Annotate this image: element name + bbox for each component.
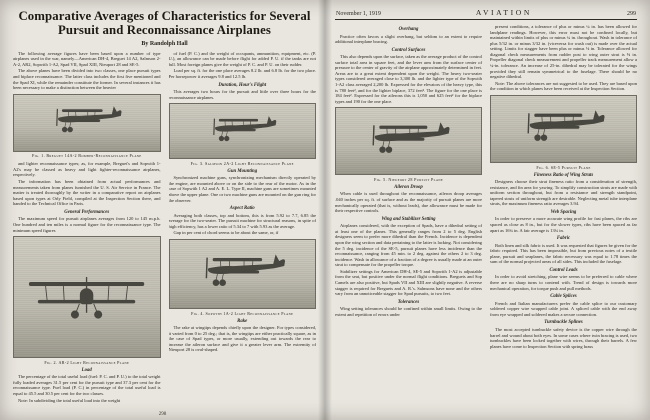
body-paragraph: present conditions, a tolerance of plus or minus ¼ in. has been allowed for landplane readings. However, this error must not be confined locally, but maintained within limits of plus or minus ¼ in. throughout. Wash in tolerance of plus 5/32 in. or minus 3/32 in. (viceversa for wash out) is made over the actual setting. Limits for stagger have been plus or minus ⅛ in. Tolerance allowed for diagonal check measurements from rudder post to wing outer strut is ⅜ in. Propeller diagonal check measurement and propeller track measurement allow a ¼-in. tolerance. An increase of 25-in. dihedral may be tolerated for the wings provided they still remain symmetrical to the fuselage. There should be no negative dihedral. [490,24,637,80]
body-paragraph: This averages two hours for the pursuit and little over three hours for the reconnaissance airplanes. [168,89,316,100]
right-page-columns [335,24,637,404]
body-paragraph: Wing setting tolerances should be confined within small limits. Owing to the extent and repetition of errors under [335,306,482,317]
article-byline: By Randolph Hall [141,40,188,47]
airplane-photo-sopwith [169,239,317,309]
section-heading-general-performances: General Performances [64,209,110,215]
section-heading-aspect-ratio: Aspect Ratio [229,206,255,212]
left-page-column-1 [13,51,161,403]
biplane-front-icon [24,252,149,343]
article-title-line1: Comparative Averages of Characteristics for Several [18,9,311,23]
section-heading-load: Load [81,367,92,373]
figure-2-caption: Fig. 2. AR-2 Light Reconnaissance Plane [44,359,130,365]
biplane-side-icon [180,248,305,300]
page-number-left: 298 [158,412,167,417]
section-heading-fabric: Fabric [556,236,571,242]
section-heading-cable-splices: Cable Splices [550,294,577,300]
article-title-line2: Pursuit and Reconnaissance Airplanes [58,23,271,38]
figure-2 [13,236,161,365]
figure-6 [490,95,637,170]
figure-4-caption: Fig. 4. Sopwith 1A-2 Light Reconnaissance Plane [191,310,294,316]
body-paragraph: The rake at wingtips depends chiefly upon the designer. For types considered, it varied from 0 to 25 deg.; that is, the wingtips are either practically square, as in the case of Spad types, or more usually, extending out towards the rear to increase the aileron surface and give it a greater lever arm. The extremity of Nieuport 28 is oval-shaped. [168,325,316,353]
page-right [325,0,650,420]
figure-1 [13,94,161,159]
figure-5-caption: Fig. 5. Nieuport 28 Pursuit Plane [373,176,444,182]
body-paragraph: In order to avoid stretching, plane wire seems to be preferred to cable where there are no sharp turns to contend with. Trend of design is towards more mechanical operation, for torque push and pull methods. [490,274,637,291]
body-paragraph: The information has been obtained from actual performances and measurements taken from planes furnished the U. S. Air Service in France. The matter is treated thoroughly by the writer in a comparative report on airplanes based upon types at Orly Field, compiled at the Inspection Section there, and handed to the Technical Office in Paris. [13,179,161,207]
section-heading-gun-mounting: Gun Mounting [227,168,258,174]
section-heading-control-leads: Control Leads [549,267,578,273]
figure-3-caption: Fig. 3. Salmson 2A-2 Light Reconnaissance Plane [190,160,294,166]
header-rule [335,19,637,20]
airplane-photo-salmson [169,103,317,159]
body-paragraph-note: Note: In subdividing the total useful load into the weight [18,397,121,403]
body-paragraph: This also depends upon the surface, taken as the average product of the control surface total area in square feet, and the lever arm from the surface center of pressure to the center of gravity of the airplane approximately determined in feet. Areas are to a great extent dependent upon the weight. The heavy two-seater types considered averaged close to 3,300 lb. and the lighter type of the Sopwith 1-A2 class averaged 2,200 lb. Expressed for the elevators of the heavy type, this is 780 feet², and for the lighter biplace, 372 feet². The figure for the one place is 184 feet². Expressed for the ailerons this is 1,050 and 625 feet² for the biplace types and 190 for the one place. [335,54,482,104]
body-paragraph: Both linen and silk fabric is used. It was requested that figures be given for the fabric required. This has been impossible, but from previous notes of a textile plane, pursuit and seaplanes, the fabric necessary was equal to 1.78 times the sum of the normal projected areas of all sides. This included the fuselage. [490,242,637,265]
biplane-side-icon [501,104,626,154]
body-paragraph: In order to preserve a more accurate wing profile for fast planes, the ribs are spaced as close as 8 in., but for the slower types, ribs have been spaced as far apart as 16¾ in. A fair average is 13¾ in. [490,216,637,233]
section-heading-duration: Duration, Hour's Flight [218,82,267,88]
section-heading-fineness-ratio: Fineness Ratio of Wing Struts [533,172,594,178]
section-heading-web-spacing: Web Spacing [550,209,577,215]
body-paragraph: Stabilizer settings for American DH-4, SE-5 and Sopwith 1-A2 is adjustable from the seat, but positive under the normal flight conditions. Breguets and Sop Camels are also positive, but Spads VII and XIII are slightly negative. A reverse stagger is required for Breguets and A. R.'s. Salmsons have none and the others vary from an unnoticeable stagger for Spad pursuits, to two feet. [335,268,482,297]
figure-4 [169,239,317,316]
body-paragraph-note: Note: The above tolerances are not suggested to be used. They are based upon the condition in which planes have been received at the Inspection Section. [490,80,637,92]
section-heading-aileron-droop: Aileron Droop [394,184,423,190]
airplane-photo-se5 [490,95,637,163]
body-paragraph: Practice often favors a slight overhang, but seldom to an extent to require additional interplane bracing. [335,33,482,45]
left-page-columns [13,51,316,403]
section-heading-overhang: Overhang [398,27,419,32]
journal-title: AVIATION [475,8,532,17]
left-page-column-2 [169,51,317,403]
body-paragraph: When cable is used throughout the reconnaissance, aileron droop averages .040 inches per sq. ft. of surface and as the majority of pursuit planes are more mechanically operated (that is, without leads), due allowance must be made for their respective controls. [335,191,482,214]
body-paragraph: French and Italian manufacturers prefer the cable splice to our customary soldered copper wire wrapped cable joint. A spliced cable with the end away from eye wrapped and soldered makes a secure connection. [490,300,637,317]
body-paragraph: The following average figures have been based upon a number of type airplanes used in the war, namely—American DH-4, Breguet 14 A2, Salmson 2-A-2, AR2, Sopwith 1-A2, Spad VII, Spad XIII, Nieuport 28 and SE-5. [13,50,161,67]
body-paragraph: Designers choose their strut fineness ratio from a consideration of strength, resistance, and fin area for yawing. To simplify construction struts are made with uniform section throughout, but from a resistance and strength standpoint, tapered struts of uniform strength are desirable. Neglecting metal tube interplane struts, the maximum fineness ratio averages 3.94. [490,179,637,207]
article-title [13,9,316,38]
figure-6-caption: Fig. 6. SE-5 Pursuit Plane [536,164,591,170]
body-paragraph: Airplanes considered, with the exception of Spads, have a dihedral setting of at least one of the planes. This generally ranges from 2 to 5 deg. English designers seem to prefer more dihedral than the French. Incidence is dependent upon the wing section and data pertaining to the latter is lacking. Not considering the 5 deg. incidence of the SE-5, pursuit planes have less incidence than the reconnaissance, ranging from 45 min. to 2 deg. against the others 2 to 3 deg. incidence. Wash in allowance of a fraction of a degree is usually made at an outer strut to compensate for the propeller torque. [335,223,482,268]
section-heading-wing-stabilizer: Wing and Stabilizer Setting [381,216,436,222]
journal-date: November 1, 1919 [336,11,381,17]
page-number-right: 299 [627,11,636,17]
body-paragraph: The percentage of the total useful load (fuel: P. C. and P. U.) to the total weight fully loaded averages 31.5 per cent for the pursuit type and 37.3 per cent for the reconnaissance type. Fuel load (P. C.) in percentage of the total useful load is equal to 45.5 and 30.5 per cent for the two classes. [13,374,161,396]
section-heading-control-surfaces: Control Surfaces [391,47,426,53]
figure-3 [169,103,317,166]
biplane-side-icon [180,111,305,152]
body-paragraph: Load per sq. ft. for the one place averages 8.2 lb. and 6.8 lb. for the two place. Per horsepower it averages 9.8 and 12.5 lb. [168,68,316,79]
figure-1-caption: Fig. 1. Breguet 14A-2 Bomber-Reconnaissance Plane [31,153,142,159]
airplane-photo-nieuport [335,107,482,175]
airplane-photo-breguet [13,94,161,152]
body-paragraph: and lighter reconnaissance types; as, for example, Breguet's and Sopwith 1-A2's may be classed as heavy and light fighter-reconnaissance airplanes, respectively. [13,161,161,178]
body-paragraph: Synchronized machine guns, synchronizing mechanism directly operated by the engine, are mounted above or on the side to the rear of the motor. As in the case of Sopwith 1 A2 and A. E. L. Type II, machine guns are sometimes mounted above the upper plane. One or two machine guns are mounted on the gun ring for the observer. [168,175,316,203]
body-paragraph: Gap in per cent of chord seems to be about the same, or, if [173,230,279,236]
right-page-column-2 [490,24,637,404]
body-paragraph: The above planes have been divided into two classes, one place pursuit types and biplace reconnaissance. The latter class includes the first five mentioned and the Spad XI, while the remainder constitute the former. In several instances it has been necessary to make a distinction between the heavier [13,68,161,91]
section-heading-turnbuckle-splines: Turnbuckle Splines [544,320,583,326]
body-paragraph: The maximum speed for pursuit airplanes averages from 120 to 145 m.p.h. One hundred and ten miles is a normal figure for the reconnaissance type. The minimum speed figures [13,216,161,233]
right-page-column-1 [335,24,482,404]
figure-5 [335,107,482,182]
section-heading-rake: Rake [237,318,248,324]
biplane-side-icon [24,101,149,144]
section-heading-tolerances: Tolerances [397,299,420,305]
running-header [335,8,637,17]
airplane-photo-ar2 [13,236,161,358]
biplane-side-icon [346,116,471,166]
body-paragraph: The most accepted turnbuckle safety device is the copper wire through the barrel and wound about both eyes. In some cases where twin bracing is used, two turnbuckles have been locked together with wires, through their barrels. A few planes have come to Inspection Section with spring brass [490,326,637,349]
body-paragraph: Averaging both classes, top and bottom, this is from 5.92 to 7.7, 6.85 the average for the two-seater. The pursuit machine for structural reasons, in spite of high efficiency, has a lower ratio of 5.34 to 7 with 5.93 as the average. [168,212,316,229]
body-paragraph: of fuel (P. C.) and the weight of occupants, ammunition, equipment, etc. (P. U.), an allowance can be made before flight for added P. U. if the tanks are not full. Most foreign planes give the weight of P. C. and P. U. on their rudder. [168,50,316,67]
